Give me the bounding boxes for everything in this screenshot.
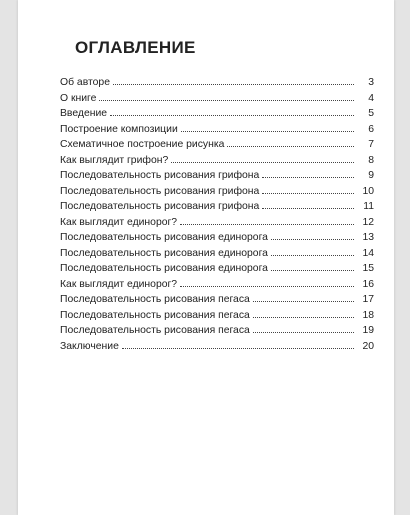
toc-entry-title: Последовательность рисования единорога xyxy=(60,232,268,243)
toc-entry-title: Последовательность рисования пегаса xyxy=(60,325,250,336)
toc-entry xyxy=(60,232,374,248)
toc-entry-page: 5 xyxy=(368,108,374,119)
toc-leader-dots xyxy=(271,239,354,240)
toc-leader-dots xyxy=(262,177,354,178)
toc-entry xyxy=(60,186,374,202)
toc-leader-dots xyxy=(180,224,354,225)
toc-entry xyxy=(60,170,374,186)
toc-entry xyxy=(60,263,374,279)
toc-entry-page: 9 xyxy=(368,170,374,181)
toc-leader-dots xyxy=(227,146,354,147)
toc-entry xyxy=(60,93,374,109)
toc-entry-page: 7 xyxy=(368,139,374,150)
toc-entry-title: Последовательность рисования пегаса xyxy=(60,309,250,321)
toc-entry xyxy=(60,217,374,233)
book-page xyxy=(18,0,394,515)
toc-entry-page: 4 xyxy=(368,92,374,104)
toc-leader-dots xyxy=(99,100,354,101)
toc-entry xyxy=(60,77,374,93)
toc-entry xyxy=(60,341,374,357)
toc-entry-page: 13 xyxy=(362,232,374,243)
toc-leader-dots xyxy=(181,131,354,132)
toc-entry-title: Последовательность рисования грифона xyxy=(60,201,260,212)
toc-leader-dots xyxy=(180,286,354,287)
toc-entry-title: Введение xyxy=(60,108,108,119)
toc-entry-title: Об авторе xyxy=(60,77,110,88)
toc-entry-title: Как выглядит единорог? xyxy=(60,278,178,290)
toc-entry-title: Заключение xyxy=(60,340,119,352)
toc-leader-dots xyxy=(262,193,354,194)
toc-entry-title: Как выглядит грифон? xyxy=(60,154,169,166)
toc-entry xyxy=(60,139,374,155)
toc-entry-title: О книге xyxy=(60,92,97,104)
toc-entry-title: Построение композиции xyxy=(60,123,178,135)
toc-entry-title: Последовательность рисования единорога xyxy=(60,247,268,259)
toc-leader-dots xyxy=(262,208,354,209)
toc-leader-dots xyxy=(253,317,354,318)
toc-leader-dots xyxy=(271,255,354,256)
toc-entry-title: Последовательность рисования единорога xyxy=(60,263,268,274)
toc-entry-page: 19 xyxy=(362,325,374,336)
toc-entry-page: 15 xyxy=(362,263,374,274)
toc-entry-page: 11 xyxy=(363,201,374,212)
toc-entry xyxy=(60,310,374,326)
table-of-contents xyxy=(60,77,374,356)
toc-entry-title: Как выглядит единорог? xyxy=(60,216,178,228)
toc-entry xyxy=(60,294,374,310)
toc-entry-page: 14 xyxy=(362,247,374,259)
toc-leader-dots xyxy=(253,332,354,333)
toc-entry-page: 12 xyxy=(362,216,374,228)
toc-entry-page: 8 xyxy=(368,154,374,166)
toc-entry-page: 6 xyxy=(368,123,374,135)
toc-entry-page: 18 xyxy=(362,309,374,321)
toc-leader-dots xyxy=(113,84,354,85)
toc-entry xyxy=(60,108,374,124)
toc-entry xyxy=(60,124,374,140)
toc-entry-title: Последовательность рисования грифона xyxy=(60,170,260,181)
toc-leader-dots xyxy=(110,115,354,116)
toc-leader-dots xyxy=(253,301,354,302)
toc-leader-dots xyxy=(122,348,354,349)
toc-entry-page: 20 xyxy=(362,340,374,352)
toc-entry xyxy=(60,155,374,171)
toc-entry-page: 17 xyxy=(362,294,374,305)
toc-entry-title: Последовательность рисования грифона xyxy=(60,185,260,197)
toc-entry xyxy=(60,325,374,341)
toc-entry-page: 10 xyxy=(362,185,374,197)
toc-entry-title: Схематичное построение рисунка xyxy=(60,139,225,150)
toc-leader-dots xyxy=(271,270,354,271)
toc-leader-dots xyxy=(171,162,354,163)
toc-entry xyxy=(60,248,374,264)
page-title: ОГЛАВЛЕНИЕ xyxy=(75,38,196,57)
toc-entry-page: 16 xyxy=(362,278,374,290)
toc-entry xyxy=(60,279,374,295)
toc-entry-page: 3 xyxy=(368,77,374,88)
toc-entry-title: Последовательность рисования пегаса xyxy=(60,294,250,305)
toc-entry xyxy=(60,201,374,217)
